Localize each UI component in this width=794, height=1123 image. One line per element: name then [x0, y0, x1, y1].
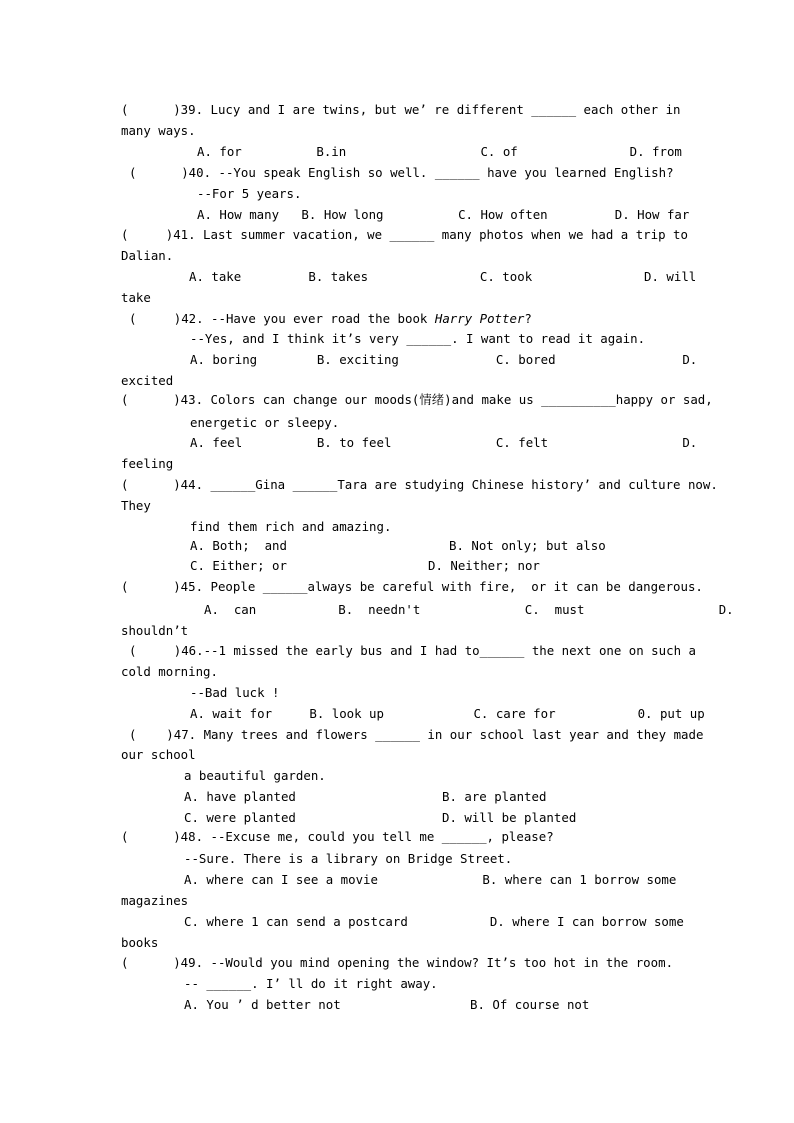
- question-47-option-a: A. have planted: [184, 789, 296, 804]
- question-49-dialogue-line: -- ______. I’ ll do it right away.: [184, 976, 438, 991]
- question-42-options: A. boring B. exciting C. bored D.: [190, 352, 698, 367]
- question-48-options-ab-wrap: magazines: [121, 893, 189, 908]
- question-44-stem: ( )44. ______Gina ______Tara are studying Chinese history’ and culture now.: [121, 477, 718, 492]
- question-47-option-b: B. are planted: [442, 789, 547, 804]
- question-41-stem-continued: Dalian.: [121, 248, 174, 263]
- question-46-options: A. wait for B. look up C. care for 0. put up: [190, 706, 705, 721]
- question-45-options-wrap: shouldn’t: [121, 623, 189, 638]
- question-47-stem-continued: our school: [121, 747, 196, 762]
- question-47-option-c: C. were planted: [184, 810, 296, 825]
- question-43-options: A. feel B. to feel C. felt D.: [190, 435, 698, 450]
- question-45-options: A. can B. needn't C. must D.: [204, 602, 734, 617]
- question-42-options-wrap: excited: [121, 373, 174, 388]
- question-39-stem-continued: many ways.: [121, 123, 196, 138]
- question-44-option-a: A. Both; and: [190, 538, 287, 553]
- question-47-stem-line3: a beautiful garden.: [184, 768, 326, 783]
- question-44-option-d: D. Neither; nor: [428, 558, 540, 573]
- question-48-stem: ( )48. --Excuse me, could you tell me ______, please?: [121, 829, 554, 844]
- question-39-options: A. for B.in C. of D. from: [197, 144, 682, 159]
- question-41-options-wrap: take: [121, 290, 151, 305]
- question-41-options: A. take B. takes C. took D. will: [189, 269, 697, 284]
- question-47-stem: ( )47. Many trees and flowers ______ in our school last year and they made: [129, 727, 704, 742]
- question-42-stem-prefix: ( )42. --Have you ever road the book: [129, 311, 435, 326]
- question-42-stem-suffix: ?: [524, 311, 532, 326]
- question-49-option-a: A. You ’ d better not: [184, 997, 341, 1012]
- question-40-options: A. How many B. How long C. How often D. How far: [197, 207, 690, 222]
- question-46-dialogue-line: --Bad luck !: [190, 685, 280, 700]
- question-44-stem-continued: They: [121, 498, 151, 513]
- question-48-dialogue-line: --Sure. There is a library on Bridge Street.: [184, 851, 513, 866]
- question-44-option-b: B. Not only; but also: [449, 538, 606, 553]
- question-46-stem-continued: cold morning.: [121, 664, 218, 679]
- question-42-book-title: Harry Potter: [434, 311, 525, 326]
- question-40-answer-line: --For 5 years.: [197, 186, 302, 201]
- question-43-options-wrap: feeling: [121, 456, 174, 471]
- question-43-stem-continued: energetic or sleepy.: [190, 415, 340, 430]
- question-49-stem: ( )49. --Would you mind opening the window? It’s too hot in the room.: [121, 955, 674, 970]
- question-39-stem: ( )39. Lucy and I are twins, but we’ re different ______ each other in: [121, 102, 681, 117]
- question-48-options-cd-wrap: books: [121, 935, 159, 950]
- question-42-stem: [129, 311, 532, 327]
- question-42-dialogue-line: --Yes, and I think it’s very ______. I want to read it again.: [190, 331, 646, 346]
- question-46-stem: ( )46.--1 missed the early bus and I had to______ the next one on such a: [129, 643, 696, 658]
- question-45-stem: ( )45. People ______always be careful with fire, or it can be dangerous.: [121, 579, 703, 594]
- question-48-options-cd: C. where 1 can send a postcard D. where I can borrow some: [184, 914, 684, 929]
- question-44-option-c: C. Either; or: [190, 558, 287, 573]
- question-41-stem: ( )41. Last summer vacation, we ______ many photos when we had a trip to: [121, 227, 688, 242]
- question-43-stem: ( )43. Colors can change our moods(情绪)and make us __________happy or sad,: [121, 392, 713, 407]
- question-40-stem: ( )40. --You speak English so well. ______ have you learned English?: [129, 165, 674, 180]
- question-49-option-b: B. Of course not: [470, 997, 590, 1012]
- question-44-stem-line3: find them rich and amazing.: [190, 519, 392, 534]
- question-47-option-d: D. will be planted: [442, 810, 577, 825]
- question-48-options-ab: A. where can I see a movie B. where can 1 borrow some: [184, 872, 677, 887]
